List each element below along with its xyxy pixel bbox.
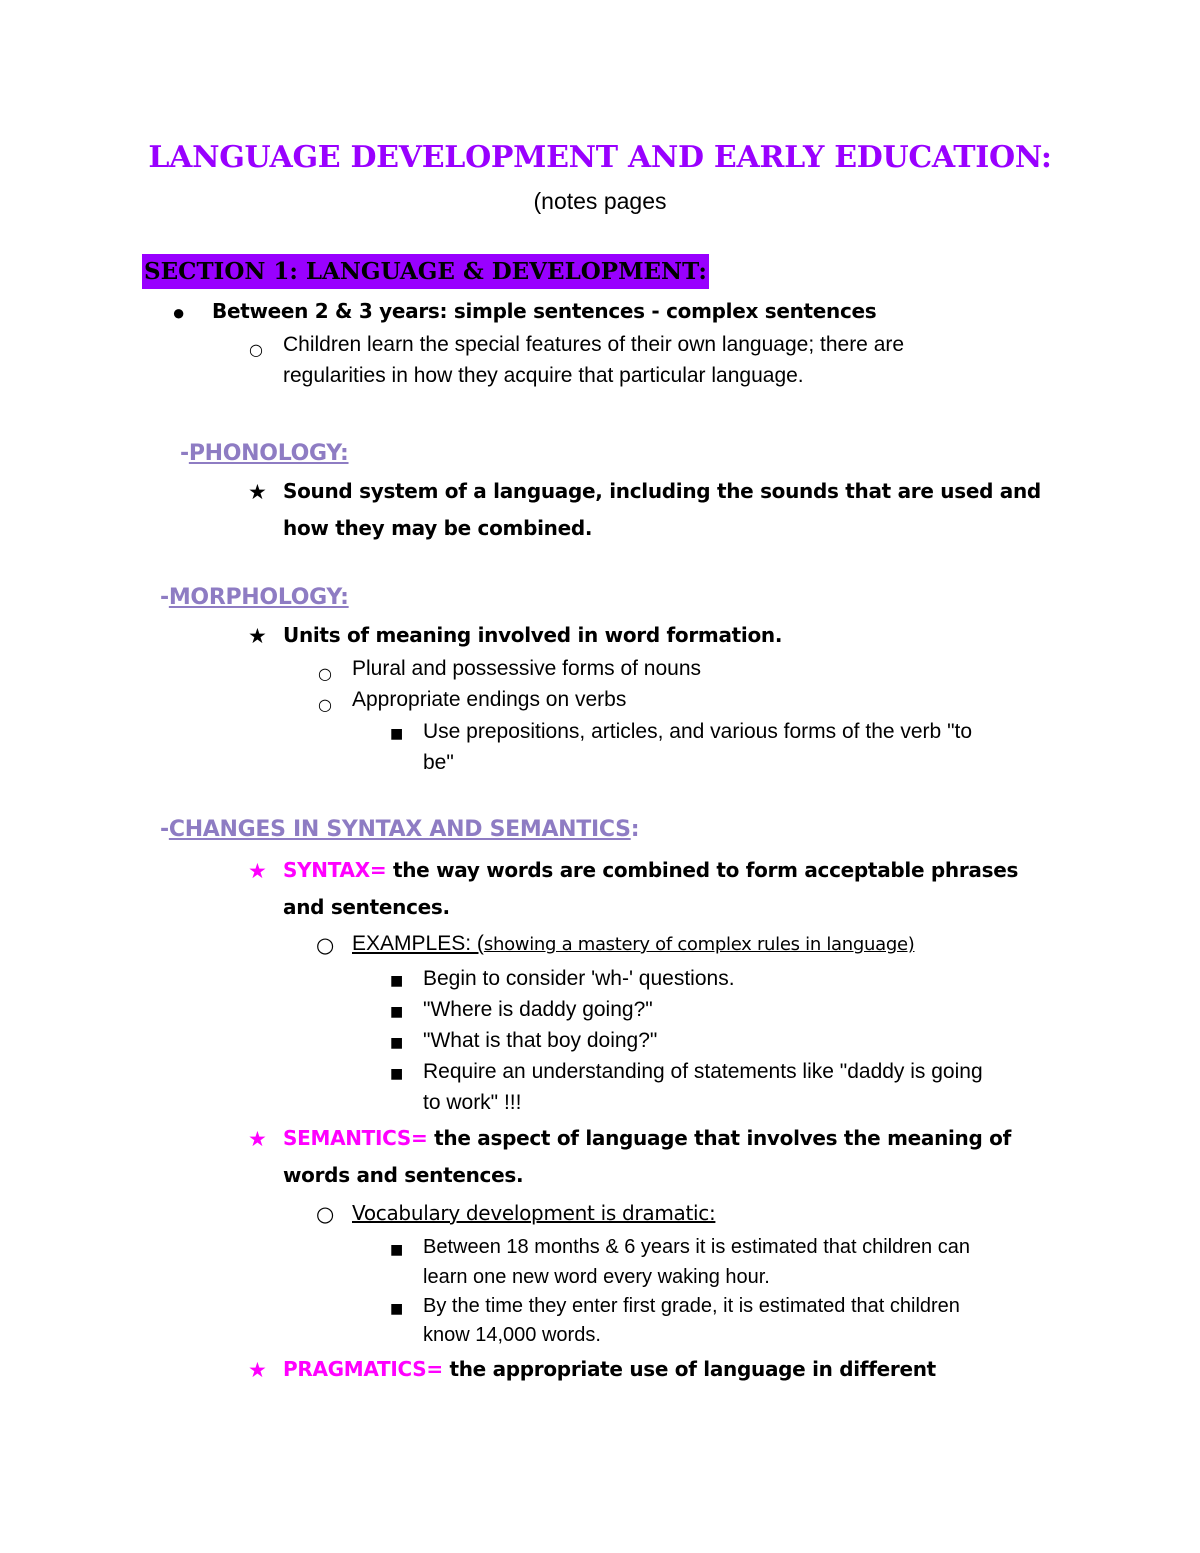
bullet-square-icon: ■ — [390, 1066, 404, 1082]
morphology-sub-1: Plural and possessive forms of nouns — [352, 657, 702, 680]
document-title: LANGUAGE DEVELOPMENT AND EARLY EDUCATION: — [148, 140, 1052, 175]
vocabulary-label: Vocabulary development is dramatic: — [352, 1201, 716, 1225]
pragmatics-term: PRAGMATICS= — [283, 1357, 443, 1381]
syntax-semantics-dash: - — [160, 817, 169, 842]
examples-line — [352, 932, 914, 956]
example-3: "What is that boy doing?" — [423, 1029, 658, 1052]
semantics-term: SEMANTICS= — [283, 1126, 428, 1150]
bullet-square-icon: ■ — [390, 1035, 404, 1051]
bullet-square-icon: ■ — [390, 973, 404, 989]
bullet-square-icon: ■ — [390, 1242, 404, 1258]
vocabulary-2-line-2: know 14,000 words. — [423, 1324, 601, 1346]
pragmatics-definition: the appropriate use of language in different — [442, 1357, 936, 1381]
phonology-line-1: Sound system of a language, including the sounds that are used and — [283, 479, 1041, 503]
semantics-line-2: words and sentences. — [283, 1163, 524, 1187]
syntax-semantics-heading — [160, 817, 639, 842]
phonology-line-2: how they may be combined. — [283, 516, 593, 540]
example-2: "Where is daddy going?" — [423, 998, 653, 1021]
bullet-circle-icon: ○ — [316, 1202, 335, 1226]
morphology-subsub-line-1: Use prepositions, articles, and various forms of the verb "to — [423, 720, 973, 743]
bullet-square-icon: ■ — [390, 1301, 404, 1317]
star-bullet-icon: ★ — [248, 624, 267, 648]
syntax-definition: the way words are combined to form acceptable phrases — [386, 858, 1019, 882]
bullet-disc-icon: ● — [172, 300, 186, 325]
bullet-circle-icon: ○ — [318, 664, 332, 683]
morphology-line: Units of meaning involved in word formation. — [283, 623, 783, 647]
document-subtitle: (notes pages — [533, 188, 667, 214]
examples-note: showing a mastery of complex rules in language) — [483, 934, 915, 955]
phonology-dash: - — [180, 441, 189, 466]
example-4-line-2: to work" !!! — [423, 1091, 522, 1114]
section-1-heading: SECTION 1: LANGUAGE & DEVELOPMENT: — [142, 254, 709, 289]
vocabulary-1-line-2: learn one new word every waking hour. — [423, 1266, 770, 1288]
semantics-definition: the aspect of language that involves the meaning of — [427, 1126, 1012, 1150]
morphology-dash: - — [160, 585, 169, 610]
examples-label: EXAMPLES: ( — [352, 932, 484, 955]
bullet-circle-icon: ○ — [318, 695, 332, 714]
semantics-line-1 — [283, 1126, 1011, 1150]
morphology-heading-text: MORPHOLOGY: — [168, 585, 349, 610]
star-bullet-icon: ★ — [248, 859, 267, 883]
example-1: Begin to consider 'wh-' questions. — [423, 967, 735, 990]
pragmatics-line — [283, 1357, 936, 1381]
section-1-bullet: Between 2 & 3 years: simple sentences - complex sentences — [212, 299, 877, 323]
star-bullet-icon: ★ — [248, 1127, 267, 1151]
section-1-sub-line-1: Children learn the special features of their own language; there are — [283, 333, 905, 356]
example-4-line-1: Require an understanding of statements like "daddy is going — [423, 1060, 983, 1083]
syntax-line-2: and sentences. — [283, 895, 450, 919]
morphology-heading — [160, 585, 349, 610]
star-bullet-icon: ★ — [248, 1358, 267, 1382]
syntax-term: SYNTAX= — [283, 858, 387, 882]
phonology-heading — [180, 441, 349, 466]
vocabulary-2-line-1: By the time they enter first grade, it is estimated that children — [423, 1295, 960, 1317]
star-bullet-icon: ★ — [248, 480, 267, 504]
vocabulary-1-line-1: Between 18 months & 6 years it is estimated that children can — [423, 1236, 970, 1258]
bullet-square-icon: ■ — [390, 726, 404, 742]
syntax-semantics-heading-text: CHANGES IN SYNTAX AND SEMANTICS — [168, 817, 631, 842]
syntax-semantics-colon: : — [630, 817, 640, 842]
morphology-sub-2: Appropriate endings on verbs — [352, 688, 627, 711]
morphology-subsub-line-2: be" — [423, 751, 454, 774]
syntax-line-1 — [283, 858, 1018, 882]
section-1-sub-line-2: regularities in how they acquire that particular language. — [283, 364, 804, 387]
bullet-circle-icon: ○ — [249, 340, 263, 359]
bullet-square-icon: ■ — [390, 1004, 404, 1020]
phonology-heading-text: PHONOLOGY: — [188, 441, 349, 466]
bullet-circle-icon: ○ — [316, 933, 335, 957]
